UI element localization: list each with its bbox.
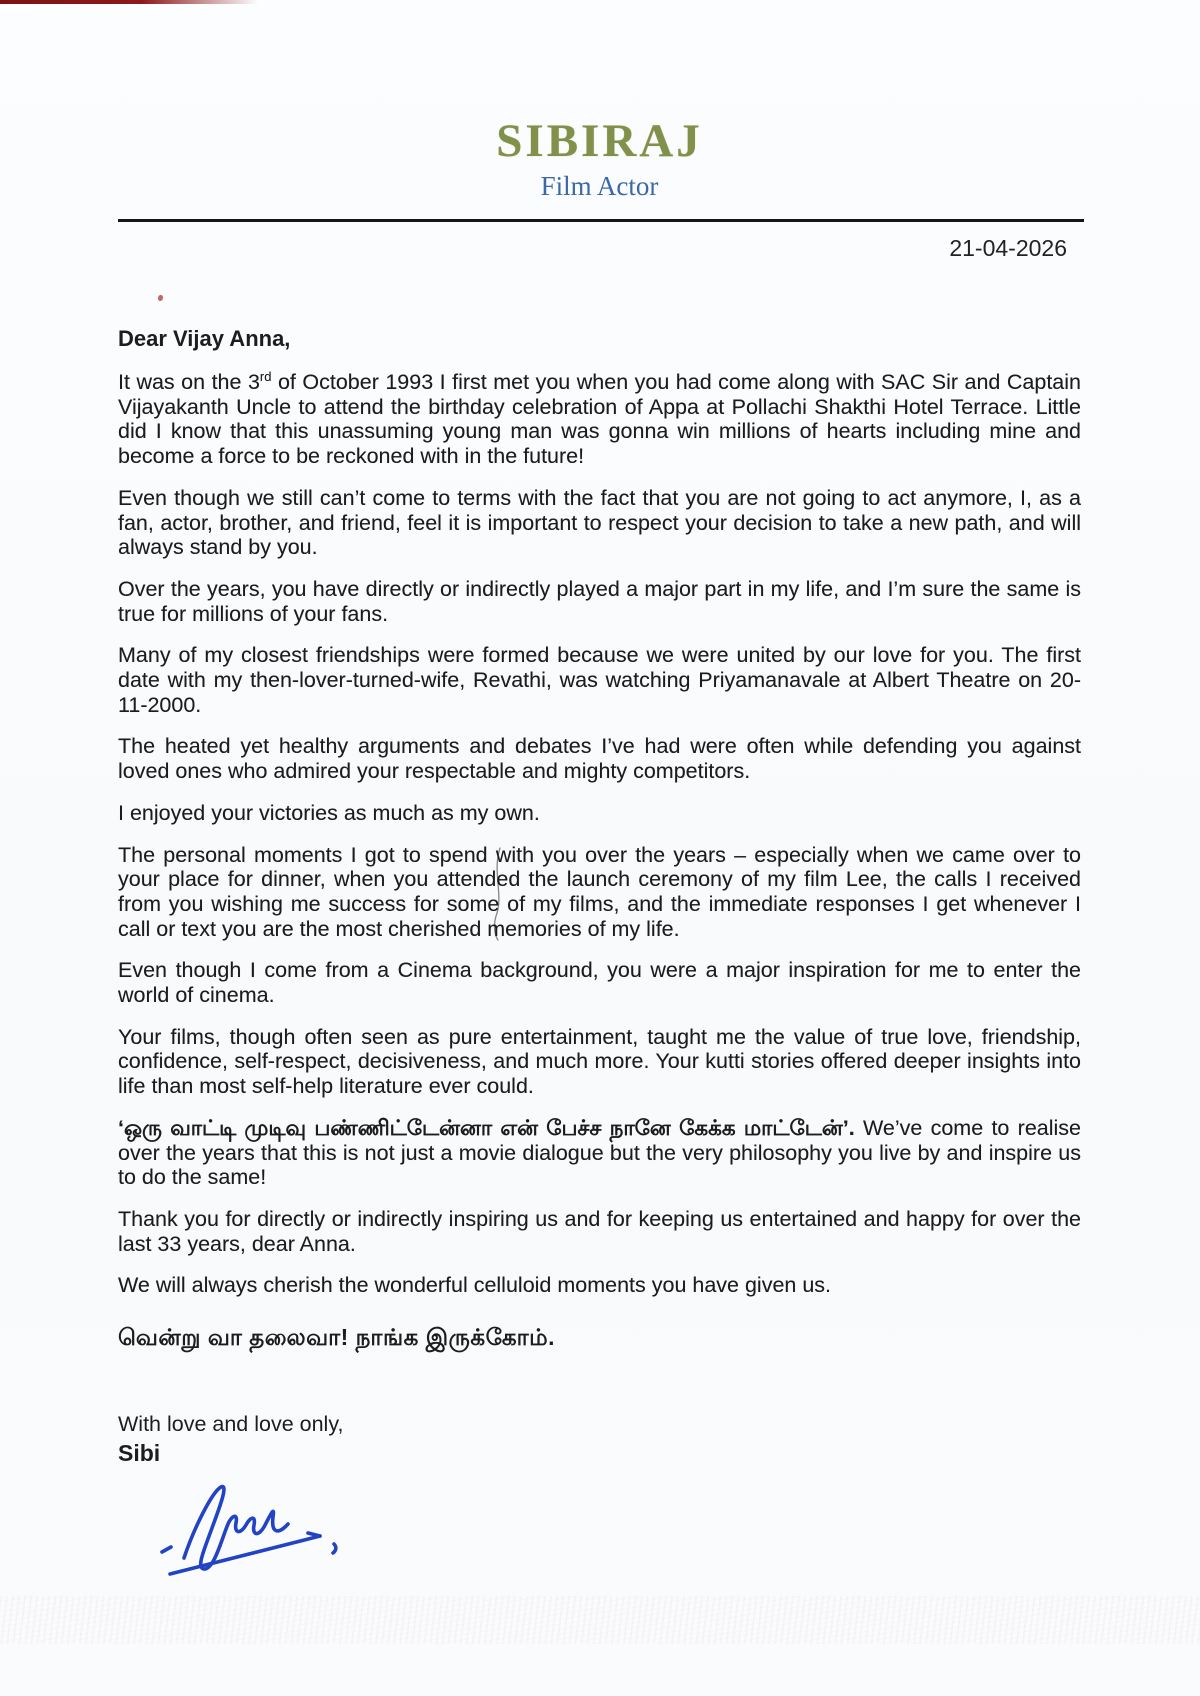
paragraph-tamil-quote <box>118 1116 1081 1190</box>
tamil-closing-line: வென்று வா தலைவா! நாங்க இருக்கோம். <box>118 1324 556 1351</box>
paragraph-text: of October 1993 I first met you when you had come along with SAC Sir and Captain Vijayakanth Uncle to attend the birthday celebration of Appa at Pollachi Shakthi Hotel Terrace. Little did I know that this unassuming young man was gonna win millions of hearts including mine and become a force to be reckoned with in the future! <box>118 370 1081 469</box>
paragraph-thanks: Thank you for directly or indirectly inspiring us and for keeping us entertained and happy for over the last 33 years, dear Anna. <box>118 1206 1081 1256</box>
letterhead <box>118 0 1081 202</box>
paragraph-personal-moments: The personal moments I got to spend with you over the years – especially when we came over to your place for dinner, when you attended the launch ceremony of my film Lee, the calls I received from you wishing me success for some of my films, and the immediate responses I get whenever I call or text you are the most cherished memories of my life. <box>118 842 1081 941</box>
signoff-line: With love and love only, <box>118 1412 344 1437</box>
paragraph-debates: The heated yet healthy arguments and debates I’ve had were often while defending you against loved ones who admired your respectable and mighty competitors. <box>118 734 1081 784</box>
paragraph-decision: Even though we still can’t come to terms with the fact that you are not going to act anymore, I, as a fan, actor, brother, and friend, feel it is important to respect your decision to take a new path, and will always stand by you. <box>118 485 1081 560</box>
sibi-signature <box>148 1474 378 1584</box>
paragraph-major-part: Over the years, you have directly or indirectly played a major part in my life, and I’m sure the same is true for millions of your fans. <box>118 576 1081 626</box>
paragraph-first-meeting <box>118 370 1081 469</box>
quote-explanation: We’ve come to realise over the years that this is not just a movie dialogue but the very philosophy you live by and inspire us to do the same! <box>118 1115 1081 1190</box>
paragraph-text: It was on the 3 <box>118 370 260 394</box>
letterhead-divider <box>118 219 1084 222</box>
scan-noise-band <box>0 1596 1200 1644</box>
salutation: Dear Vijay Anna, <box>118 326 291 351</box>
paragraph-cherish: We will always cherish the wonderful celluloid moments you have given us. <box>118 1273 832 1298</box>
signer-name: Sibi <box>118 1440 161 1467</box>
letterhead-name: SIBIRAJ <box>496 115 703 167</box>
paragraph-victories: I enjoyed your victories as much as my own. <box>118 800 540 825</box>
letterhead-title: Film Actor <box>540 171 659 201</box>
paragraph-films-values: Your films, though often seen as pure entertainment, taught me the value of true love, friendship, confidence, self-respect, decisiveness, and much more. Your kutti stories offered deeper insights into life than most self-help literature ever could. <box>118 1024 1081 1099</box>
letter-content <box>118 0 1081 1467</box>
tamil-quote-text: ‘ஒரு வாட்டி முடிவு பண்ணிட்டேன்னா என் பேச்ச நானே கேக்க மாட்டேன்’. <box>118 1115 863 1140</box>
ordinal-suffix: rd <box>259 368 272 384</box>
paragraph-friendships: Many of my closest friendships were formed because we were united by our love for you. The first date with my then-lover-turned-wife, Revathi, was watching Priyamanavale at Albert Theatre on 20-11-2000. <box>118 643 1081 717</box>
paragraph-inspiration: Even though I come from a Cinema background, you were a major inspiration for me to enter the world of cinema. <box>118 958 1081 1008</box>
letter-date: 21-04-2026 <box>949 235 1067 261</box>
